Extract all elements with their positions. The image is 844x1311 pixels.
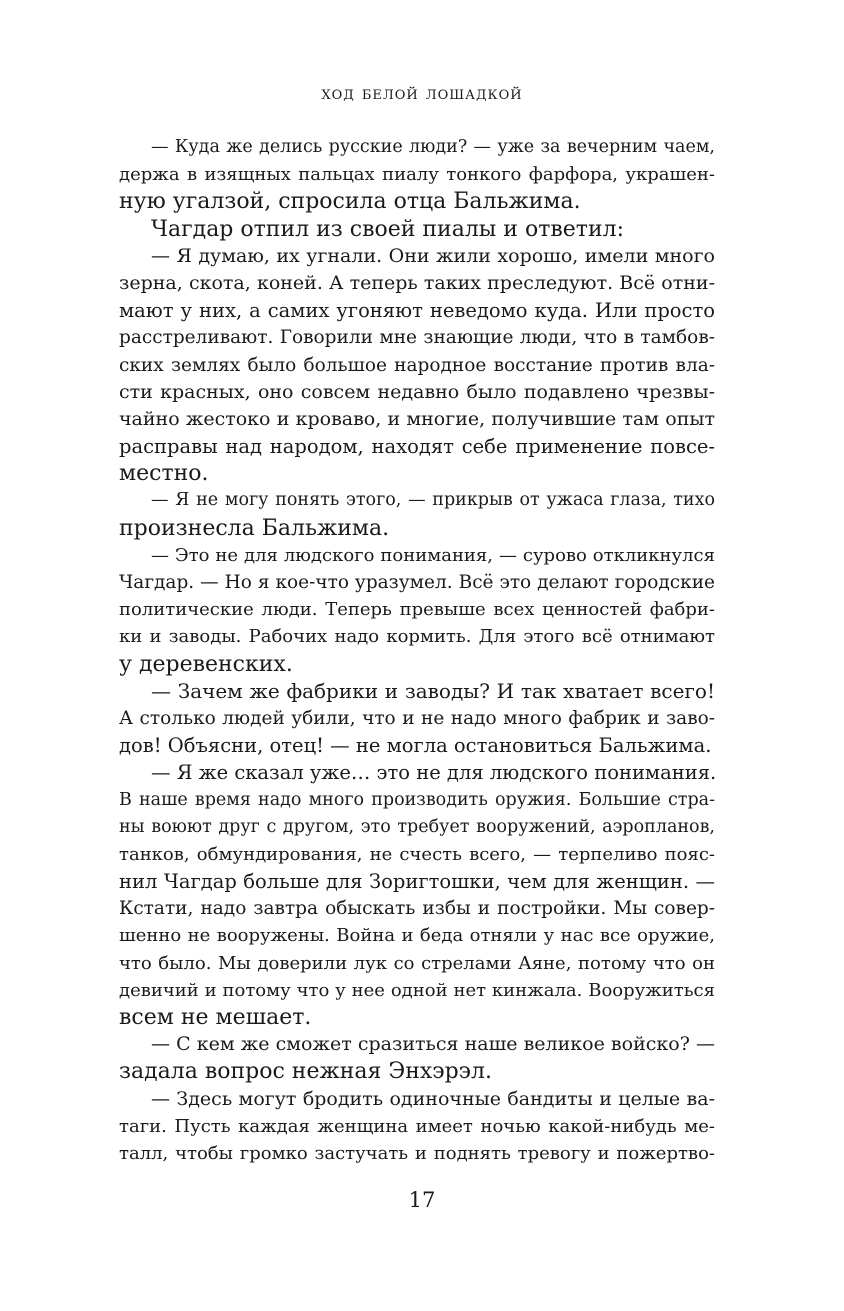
text-line: задала вопрос нежная Энхэрэл. [119,1059,492,1085]
text-line: — Это не для людского понимания, — сурово откликнулся [151,544,715,566]
text-line: ны воюют друг с другом, это требует вооружений, аэропланов, [119,816,715,837]
text-line: таги. Пусть каждая женщина имеет ночью какой-нибудь ме- [119,1115,715,1137]
text-line: чайно жестоко и кроваво, и многие, получившие там опыт [119,407,715,430]
text-line: — Зачем же фабрики и заводы? И так хватает всего! [151,678,715,703]
text-line: сти красных, оно совсем недавно было подавлено чрезвы- [119,380,715,403]
text-line: — Я думаю, их угнали. Они жили хорошо, имели много [151,244,715,267]
text-line: держа в изящных пальцах пиалу тонкого фарфора, украшен- [119,164,715,186]
text-line: В наше время надо много производить оружия. Большие стра- [119,789,715,810]
text-line: — Я не могу понять этого, — прикрыв от ужаса глаза, тихо [151,490,715,511]
page-number: 17 [408,1188,436,1212]
text-line: ную угалзой, спросила отца Бальжима. [119,189,581,215]
text-line: — Я же сказал уже… это не для людского понимания. [151,761,717,785]
text-line: произнесла Бальжима. [119,515,390,541]
text-line: что было. Мы доверили лук со стрелами Аяне, потому что он [119,952,715,974]
text-line: расправы над народом, находят себе применение повсе- [119,435,715,459]
text-line: Кстати, надо завтра обыскать избы и постройки. Мы совер- [119,898,715,920]
text-line: Чагдар. — Но я кое-что уразумел. Всё это делают городские [119,572,715,593]
running-head: ход белой лошадкой [321,82,523,104]
text-line: зерна, скота, коней. А теперь таких преследуют. Всё отни- [119,271,715,294]
text-line: дов! Объясни, отец! — не могла остановиться Бальжима. [119,734,712,758]
text-line: всем не мешает. [119,1005,312,1030]
text-line: девичий и потому что у нее одной нет кинжала. Вооружиться [119,979,715,1001]
text-line: шенно не вооружены. Война и беда отняли у нас все оружие, [119,925,715,947]
text-line: — С кем же сможет сразиться наше великое войско? — [151,1033,715,1056]
text-line: ки и заводы. Рабочих надо кормить. Для этого всё отнимают [119,626,715,648]
body-text [119,134,715,1167]
text-line: — Здесь могут бродить одиночные бандиты и целые ва- [151,1087,715,1110]
text-line: — Куда же делись русские люди? — уже за вечерним чаем, [151,137,715,157]
text-line: А столько людей убили, что и не надо много фабрик и заво- [119,707,715,729]
text-line: расстреливают. Говорили мне знающие люди, что в тамбов- [119,327,715,349]
text-line: мают у них, а самих угоняют неведомо куда. Или просто [119,299,715,323]
text-line: талл, чтобы громко застучать и поднять тревогу и пожертво- [119,1142,715,1164]
text-line: местно. [119,461,209,487]
text-line: нил Чагдар больше для Зоригтошки, чем для женщин. — [119,870,715,894]
text-line: у деревенских. [119,651,293,677]
text-line: политические люди. Теперь превыше всех ценностей фабри- [119,599,715,621]
text-line: танков, обмундирования, не счесть всего, — терпеливо пояс- [119,843,715,865]
text-line: Чагдар отпил из своей пиалы и ответил: [151,216,624,242]
text-line: ских землях было большое народное восстание против вла- [119,354,715,376]
